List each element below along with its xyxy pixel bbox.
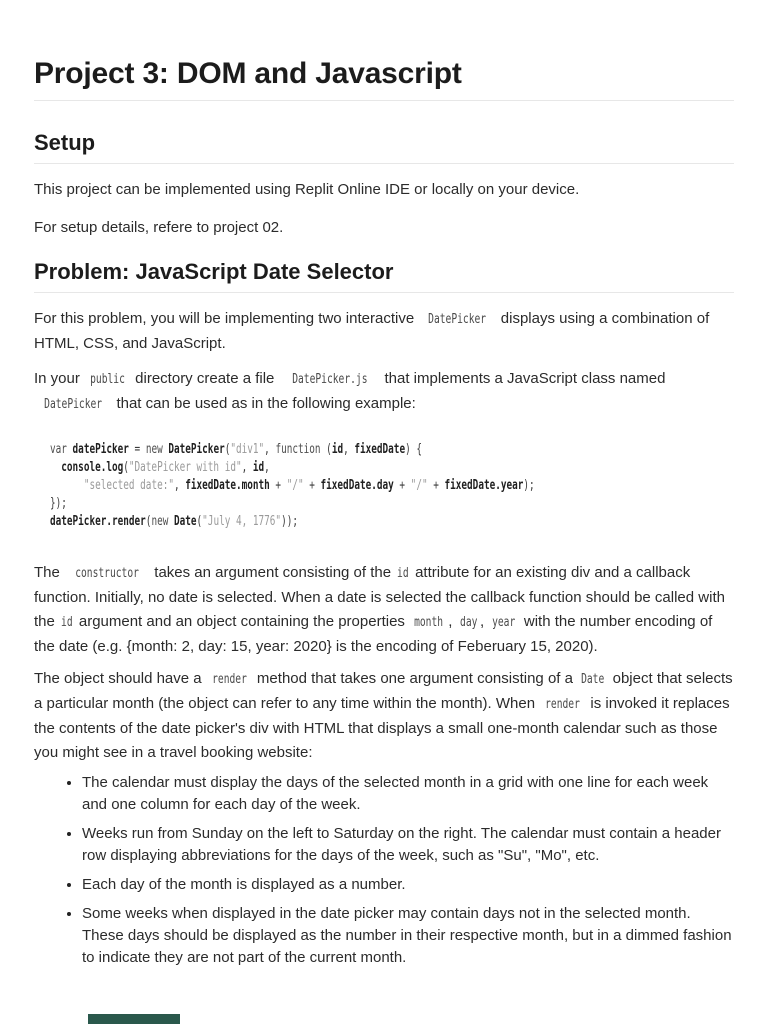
page-title: Project 3: DOM and Javascript: [34, 56, 734, 101]
inline-code: day: [459, 615, 477, 630]
list-item: • Weeks run from Sunday on the left to Saturday on the right. The calendar must contain a header row displaying abbreviations for the days of the week, such as "Su", "Mo", etc.: [82, 823, 734, 867]
inline-code: DatePicker: [428, 312, 487, 327]
code-line: datePicker.render(new Date("July 4, 1776"));: [50, 514, 298, 529]
inline-code: id: [61, 615, 73, 630]
setup-paragraph-2: For setup details, refere to project 02.: [34, 219, 284, 236]
code-block: [34, 431, 734, 541]
file-instructions-paragraph: In your public directory create a file DatePicker.js that implements a JavaScript class named DatePicker that can be used as in the following example:: [34, 367, 734, 417]
inline-code: Date: [581, 672, 605, 687]
code-line: });: [50, 496, 67, 511]
inline-code: public: [90, 372, 125, 387]
code-line: console.log("DatePicker with id", id,: [61, 460, 270, 475]
code-line: "selected date:", fixedDate.month + "/" + fixedDate.day + "/" + fixedDate.year);: [83, 478, 535, 493]
section-heading-setup: Setup: [34, 129, 734, 164]
inline-code: month: [414, 615, 444, 630]
problem-intro-paragraph: For this problem, you will be implementing two interactive DatePicker displays using a combination of HTML, CSS, and JavaScript.: [34, 310, 710, 352]
next-page-peek: [88, 1014, 180, 1024]
inline-code: constructor: [75, 566, 139, 581]
constructor-paragraph: The constructor takes an argument consisting of the id attribute for an existing div and a callback function. Initially, no date is selected. When a date is selected the callback function should be called with the id argument and an object containing the properties month , day , year with the number encoding of the date (e.g. {month: 2, day: 15, year: 2020} is the encoding of Feberuary 15, 2020).: [34, 564, 725, 655]
inline-code: DatePicker: [44, 397, 103, 412]
list-item: • Some weeks when displayed in the date picker may contain days not in the selected month. These days should be displayed as the number in their respective month, but in a dimmed fashion to indicate they are not part of the current month.: [82, 903, 734, 969]
code-line: var datePicker = new DatePicker("div1", function (id, fixedDate) {: [50, 442, 422, 457]
setup-paragraph-1: This project can be implemented using Replit Online IDE or locally on your device.: [34, 181, 580, 198]
list-item: • The calendar must display the days of the selected month in a grid with one line for each week and one column for each day of the week.: [82, 772, 734, 816]
section-heading-problem: Problem: JavaScript Date Selector: [34, 258, 734, 293]
calendar-requirements-list: [34, 772, 734, 969]
render-paragraph: The object should have a render method that takes one argument consisting of a Date object that selects a particular month (the object can refer to any time within the month). When render is invoked it replaces the contents of the date picker's div with HTML that displays a small one-month calendar such as those you might see in a travel booking website:: [34, 670, 733, 761]
inline-code: DatePicker.js: [291, 372, 368, 387]
inline-code: year: [492, 615, 516, 630]
list-item: • Each day of the month is displayed as a number.: [82, 874, 734, 896]
inline-code: render: [211, 672, 247, 687]
inline-code: id: [397, 566, 409, 581]
inline-code: render: [545, 697, 581, 712]
